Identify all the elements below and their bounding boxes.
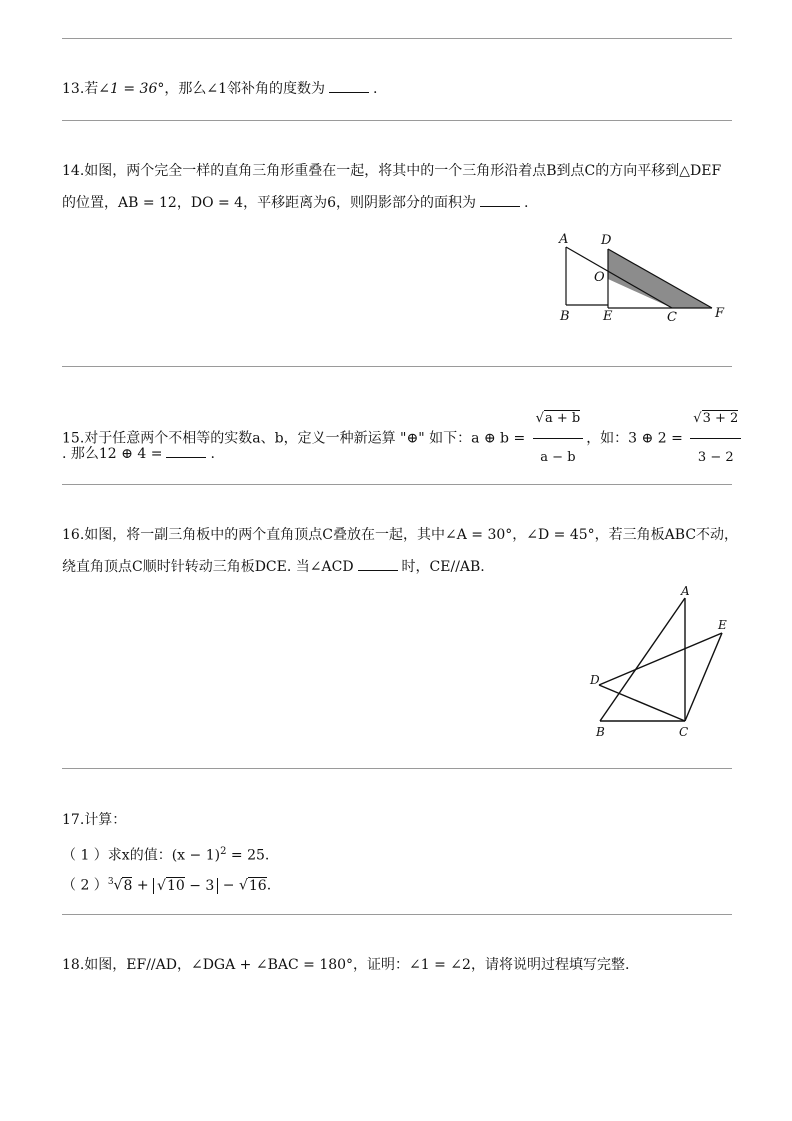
q14-label-B: B <box>560 309 570 324</box>
q16-answer-blank <box>358 558 398 571</box>
question-17-title: 17.计算： <box>62 812 127 828</box>
q14-label-D: D <box>601 233 612 248</box>
q17-p1-rest: = 25. <box>226 847 270 864</box>
q15-end: . <box>210 446 215 462</box>
q17-p2-end: . <box>266 877 272 894</box>
q17-p2-abs-radicand: 10 <box>166 877 185 894</box>
question-17-part-2: （ 2 ）$^3$√8 + √10 − 3 − √16. <box>62 877 272 894</box>
q13-prefix: 13.若 <box>62 81 99 97</box>
divider-13-14 <box>62 120 732 121</box>
q16-label-B: B <box>596 725 605 739</box>
q15-example-fraction: $\frac{√3 + 2}{3 - 2}$ <box>690 400 741 477</box>
q17-p2-minus: − <box>218 877 239 894</box>
divider-15-16 <box>62 484 732 485</box>
q13-suffix: ，那么∠1邻补角的度数为 <box>164 81 325 97</box>
q17-p2-radicand-2: 16 <box>248 877 267 894</box>
q16-label-A: A <box>681 584 690 598</box>
question-16-line-2 <box>62 557 485 577</box>
question-15-line-1 <box>62 400 744 477</box>
question-17-part-1 <box>62 842 269 866</box>
q14-label-E: E <box>603 309 613 324</box>
divider-top <box>62 38 732 39</box>
divider-16-17 <box>62 768 732 769</box>
question-13 <box>62 79 377 99</box>
q13-math: ∠1 = 36° <box>98 81 165 97</box>
q16-figure <box>585 583 735 743</box>
q15-def-denominator: a − b <box>533 438 584 477</box>
q14-label-C: C <box>667 310 677 325</box>
q16-label-E: E <box>718 618 727 632</box>
q15-definition-fraction: $\frac{√a + b}{a - b}$ <box>533 400 584 477</box>
q14-label-A: A <box>559 232 569 247</box>
question-16-line-1: 16.如图，将一副三角板中的两个直角顶点C叠放在一起，其中∠A = 30°，∠D = 45°，若三角板ABC不动， <box>62 527 739 543</box>
q17-p2-label: （ 2 ） <box>62 877 108 894</box>
q17-p1-text: （ 1 ）求x的值：(x − 1) <box>62 847 221 864</box>
q17-p2-radicand-1: 8 <box>123 877 133 894</box>
q14-answer-blank <box>480 194 520 207</box>
q13-end: . <box>373 81 378 97</box>
q15-ex-numerator: 3 + 2 <box>702 411 739 426</box>
q16-line2-text: 绕直角顶点C顺时针转动三角板DCE. 当∠ACD <box>62 559 354 575</box>
q17-p1-exponent: 2 <box>220 846 227 857</box>
q15-answer-blank <box>166 445 206 458</box>
q15-prefix: 15.对于任意两个不相等的实数a、b，定义一种新运算 "⊕" 如下：a ⊕ b = <box>62 430 526 447</box>
q14-figure <box>550 228 740 328</box>
q16-label-D: D <box>590 673 600 687</box>
q16-label-C: C <box>679 725 689 739</box>
question-14-line-1: 14.如图，两个完全一样的直角三角形重叠在一起，将其中的一个三角形沿着点B到点C的方向平移到△DEF <box>62 163 722 179</box>
q15-def-numerator: a + b <box>544 411 581 426</box>
q15-mid: ，如：3 ⊕ 2 = <box>586 430 683 447</box>
q14-line2-text: 的位置，AB = 12，DO = 4，平移距离为6，则阴影部分的面积为 <box>62 195 476 211</box>
q13-answer-blank <box>329 80 369 93</box>
q17-p2-absolute: √10 − 3 <box>153 878 218 894</box>
question-14-line-2 <box>62 193 528 213</box>
divider-14-15 <box>62 366 732 367</box>
q17-p2-plus: + <box>132 877 154 894</box>
q14-end: . <box>524 195 529 211</box>
divider-17-18 <box>62 914 732 915</box>
q14-label-O: O <box>594 270 605 285</box>
q14-label-F: F <box>715 306 725 321</box>
q16-line2-end: 时，CE//AB. <box>401 559 485 575</box>
question-15-line-2 <box>62 444 215 464</box>
q15-ex-denominator: 3 − 2 <box>690 438 741 477</box>
q17-p2-abs-rest: − 3 <box>184 877 215 894</box>
q15-line2-text: . 那么12 ⊕ 4 = <box>62 446 163 462</box>
q17-p2-root-index: 3 <box>107 877 114 887</box>
question-18: 18.如图，EF//AD，∠DGA + ∠BAC = 180°，证明：∠1 = ∠2，请将说明过程填写完整. <box>62 957 630 973</box>
